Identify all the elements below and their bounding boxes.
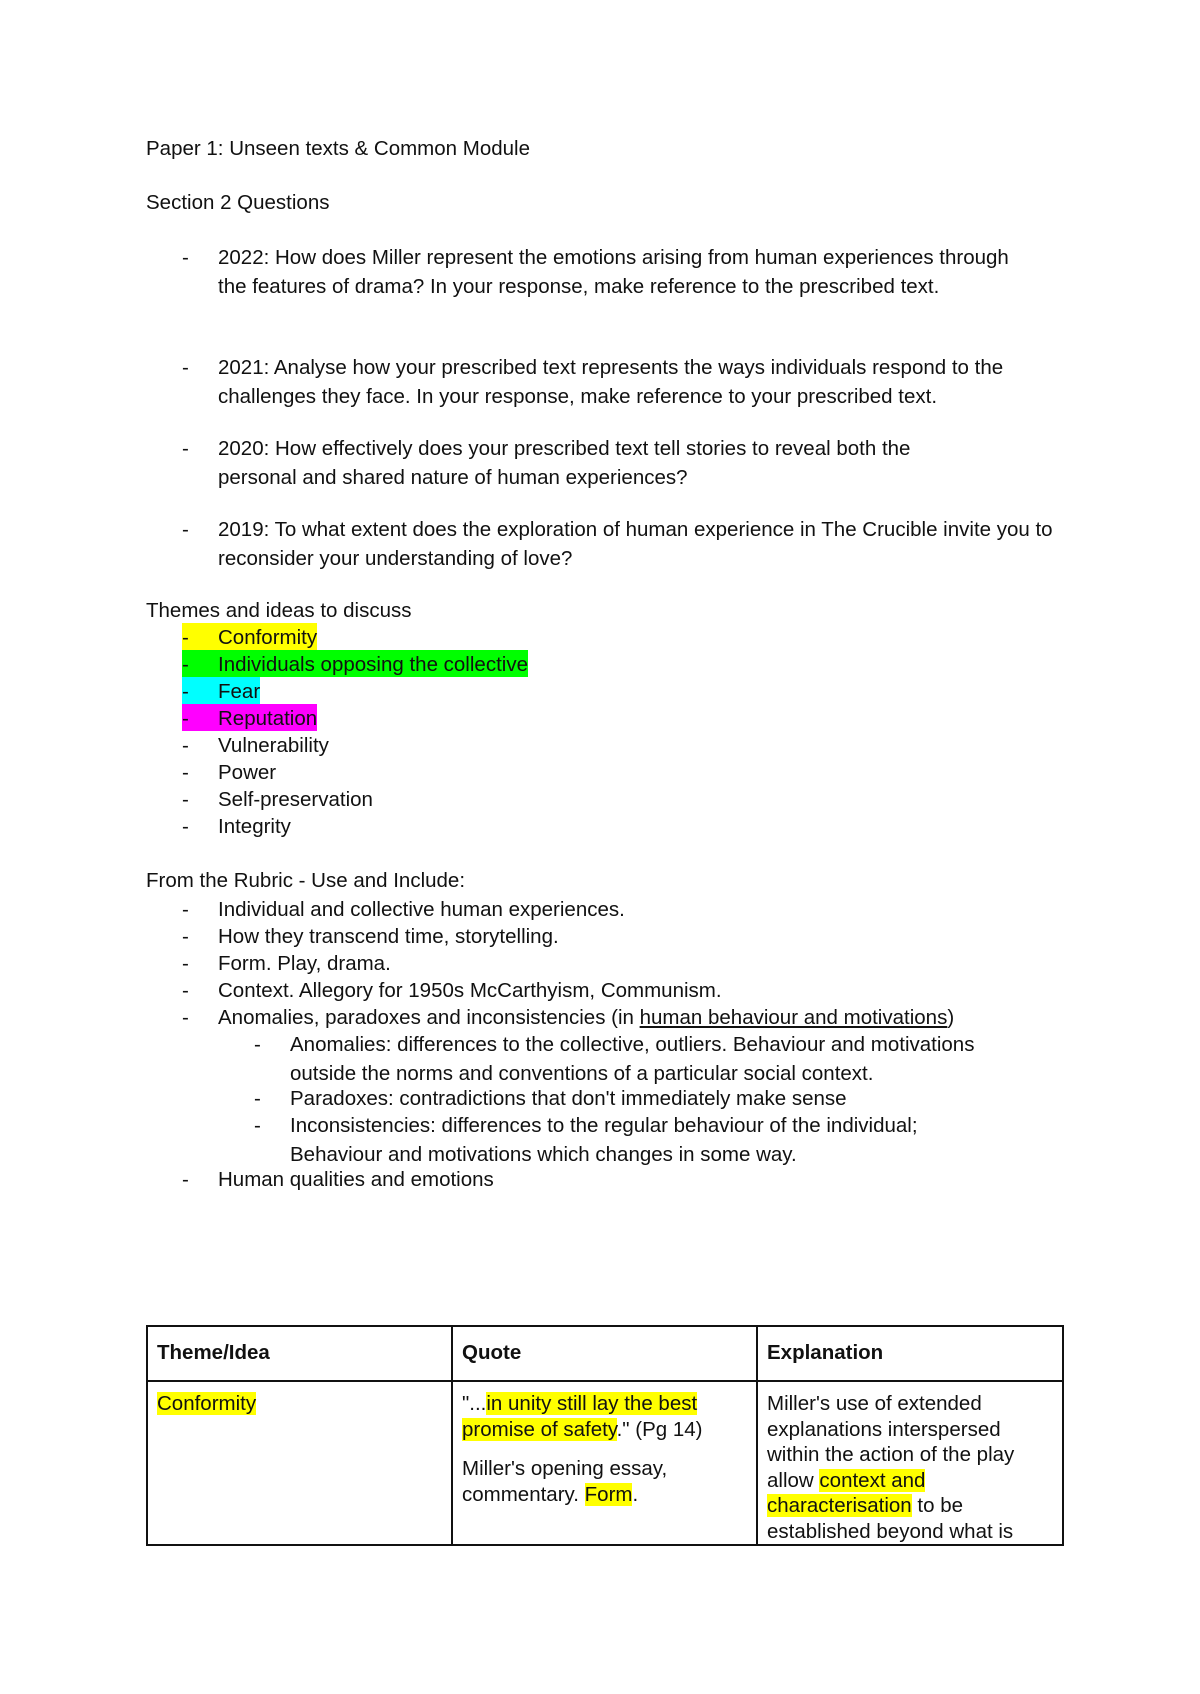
list-dash: -: [182, 518, 189, 541]
rubric-text: Context. Allegory for 1950s McCarthyism, Communism.: [218, 979, 722, 1002]
list-dash: -: [182, 815, 189, 838]
column-header: Theme/Idea: [147, 1326, 452, 1381]
question-text: 2021: Analyse how your prescribed text represents the ways individuals respond to the challenges they face. In your response, make reference to your prescribed text.: [218, 356, 1004, 409]
rubric-text: Human qualities and emotions: [218, 1168, 494, 1191]
list-dash: -: [254, 1114, 261, 1137]
highlighted-form: Form: [584, 1482, 633, 1506]
list-dash: -: [182, 356, 189, 379]
list-dash: -: [182, 898, 189, 921]
theme-label: Integrity: [218, 815, 291, 838]
page-title: Paper 1: Unseen texts & Common Module: [146, 137, 530, 160]
section-heading: Section 2 Questions: [146, 191, 330, 214]
highlighted-context: context and characterisation: [767, 1468, 926, 1517]
theme-label: Power: [218, 761, 277, 784]
theme-label: Self-preservation: [218, 788, 373, 811]
list-dash: -: [254, 1087, 261, 1110]
list-dash: -: [182, 1168, 189, 1191]
rubric-heading: From the Rubric - Use and Include:: [146, 869, 466, 892]
question-text: 2020: How effectively does your prescribed text tell stories to reveal both the personal and shared nature of human experiences?: [218, 437, 911, 490]
rubric-subtext: Anomalies: differences to the collective, outliers. Behaviour and motivations outside the norms and conventions of a particular social context.: [290, 1033, 975, 1086]
column-header: Explanation: [757, 1326, 1063, 1381]
note-suffix: .: [632, 1482, 639, 1506]
question-text: 2022: How does Miller represent the emotions arising from human experiences through the features of drama? In your response, make reference to the prescribed text.: [218, 246, 1009, 299]
quote-note: [462, 1456, 747, 1507]
theme-label: Individuals opposing the collective: [218, 653, 528, 676]
theme-label: Conformity: [218, 626, 318, 649]
explanation-prefix: Miller's use of extended explanations interspersed within the action of the play allow: [767, 1392, 1015, 1492]
highlighted-quote: in unity still lay the best promise of safety: [462, 1392, 698, 1441]
rubric-text-part: ): [947, 1006, 955, 1029]
list-dash: -: [182, 979, 189, 1002]
rubric-text-part: Anomalies, paradoxes and inconsistencies (in: [218, 1006, 640, 1029]
list-dash: -: [182, 1006, 189, 1029]
table-header-row: [147, 1326, 1063, 1381]
theme-label: Vulnerability: [218, 734, 329, 757]
list-dash: -: [182, 653, 189, 676]
theme-cell: [147, 1381, 452, 1545]
themes-heading: Themes and ideas to discuss: [146, 599, 412, 622]
question-text: 2019: To what extent does the exploration of human experience in The Crucible invite you to reconsider your understanding of love?: [218, 518, 1053, 571]
list-dash: -: [254, 1033, 261, 1056]
list-dash: -: [182, 734, 189, 757]
rubric-text: Individual and collective human experiences.: [218, 898, 625, 921]
list-dash: -: [182, 788, 189, 811]
list-dash: -: [182, 761, 189, 784]
quote-open: "...: [462, 1392, 487, 1415]
highlighted-theme: Conformity: [157, 1392, 257, 1415]
explanation-cell: [757, 1381, 1063, 1545]
rubric-text: Form. Play, drama.: [218, 952, 391, 975]
quote-close: ." (Pg 14): [616, 1417, 703, 1441]
list-dash: -: [182, 952, 189, 975]
column-header: Quote: [452, 1326, 757, 1381]
list-dash: -: [182, 437, 189, 460]
rubric-text: How they transcend time, storytelling.: [218, 925, 559, 948]
rubric-subtext: Paradoxes: contradictions that don't immediately make sense: [290, 1087, 847, 1110]
theme-label: Fear: [218, 680, 261, 703]
list-dash: -: [182, 925, 189, 948]
quote-cell: [452, 1381, 757, 1545]
list-dash: -: [182, 246, 189, 269]
list-dash: -: [182, 626, 189, 649]
theme-label: Reputation: [218, 707, 318, 730]
table-row: [147, 1381, 1063, 1545]
list-dash: -: [182, 707, 189, 730]
rubric-text: [218, 1003, 1068, 1032]
note-prefix: Miller's opening essay, commentary.: [462, 1457, 668, 1506]
notes-table: [146, 1325, 1064, 1546]
rubric-subtext: Inconsistencies: differences to the regular behaviour of the individual; Behaviour and motivations which changes in some way.: [290, 1114, 918, 1167]
list-dash: -: [182, 680, 189, 703]
quote-text: [462, 1391, 747, 1442]
explanation-suffix: to be established beyond what is: [767, 1494, 1014, 1543]
underlined-phrase: human behaviour and motivations: [639, 1006, 948, 1029]
